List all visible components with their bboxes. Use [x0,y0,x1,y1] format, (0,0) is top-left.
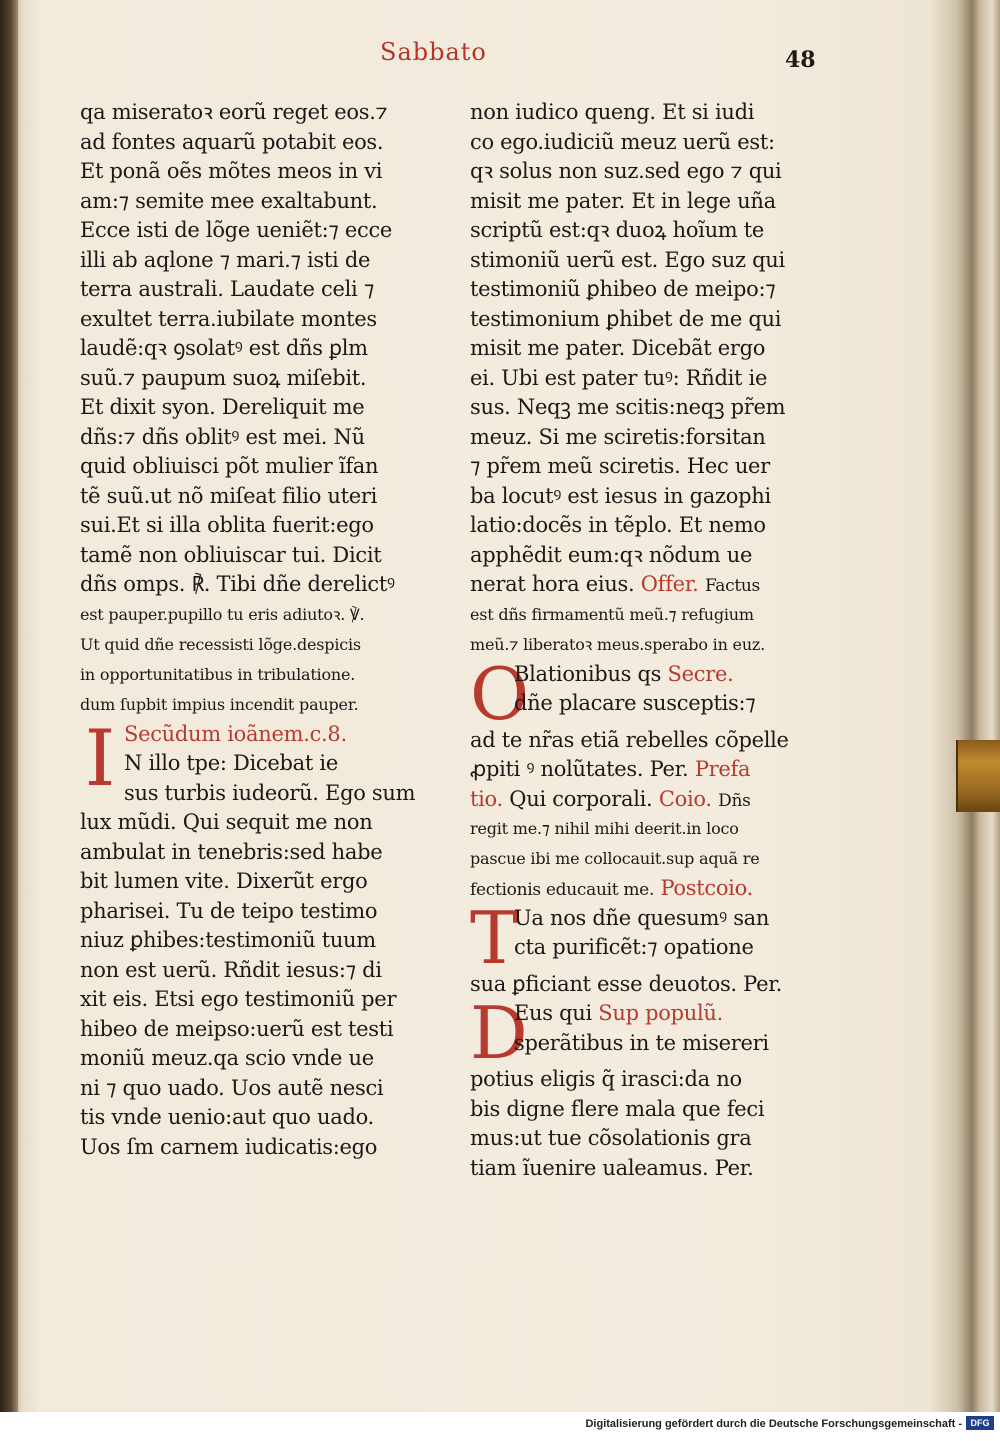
postcommunion-block [470,904,820,1000]
book-spine-edge [0,0,18,1412]
postcommunion-label: Postcoio. [660,876,753,900]
text-line: non est uerũ. Rñdit iesus:⁊ di [80,957,382,982]
dfg-logo: DFG [966,1416,994,1430]
super-populum-first-line [514,999,820,1029]
funding-credit: Digitalisierung gefördert durch die Deutsche Forschungsgemeinschaft - [585,1418,962,1430]
prefatio-incipit: Qui corporali. [509,786,653,811]
super-populum-text: Eus qui [514,1001,592,1025]
prefatio-label: Prefa [694,757,751,781]
text-line: ad fontes aquarũ potabit eos. [80,129,384,154]
postcommunion-heading-line [470,874,820,904]
text-line: bit lumen vite. Dixerũt ergo [80,869,368,893]
text-line: niuz ꝑhibes:testimoniũ tuum [80,928,376,952]
text-line: ⁊ pr̃em meũ sciretis. Hec uer [470,454,770,478]
prefatio-text: ꝓpiti ꝰ nolũtates. Per. [470,757,689,781]
offertory-text: nerat hora eius. [470,572,635,596]
text-line: ba locutꝰ est iesus in gazophi [470,483,771,508]
secret-block [470,660,820,904]
right-column [470,98,820,1183]
text-line: bis digne flere mala que feci [470,1096,765,1121]
super-populum-block [470,999,820,1183]
text-line: ei. Ubi est pater tuꝰ: Rñdit ie [470,365,768,390]
bookmark-tab [956,740,1000,812]
small-text-line: in opportunitatibus in tribulatione. [80,664,356,684]
text-line: quid obliuisci põt mulier ĩfan [80,454,379,478]
text-line: testimonium ꝑhibet de me qui [470,306,782,331]
communion-incipit: Dñs [718,790,751,811]
text-line: tamẽ non obliuiscar tui. Dicit [80,542,382,567]
text-line: mus:ut tue cõsolationis gra [470,1126,752,1150]
text-line: cta purificẽt:⁊ opatione [514,935,754,959]
text-line: tiam ĩuenire ualeamus. Per. [470,1155,754,1180]
text-line: non iudico queng. Et si iudi [470,100,755,124]
text-line: qꝛ solus non suz.sed ego ⁊ qui [470,159,782,183]
offertory-label: Offer. [640,572,699,596]
text-line: misit me pater. Dicebãt ergo [470,336,766,360]
text-line: moniũ meuz.qa scio vnde ue [80,1046,374,1070]
text-line: ni ⁊ quo uado. Uos autẽ nesci [80,1075,384,1100]
text-line: xit eis. Etsi ego testimoniũ per [80,987,397,1011]
red-initial-O: O [470,659,530,736]
text-line: misit me pater. Et in lege uña [470,188,776,213]
text-line: pharisei. Tu de teipo testimo [80,898,378,923]
small-text-line: est pauper.pupillo tu eris adiutoꝛ. ℣. [80,604,365,624]
text-line: co ego.iudiciũ meuz uerũ est: [470,129,775,154]
text-line: laudẽ:qꝛ ꝯsolatꝰ est dñs ꝑlm [80,336,368,360]
text-line: ambulat in tenebris:sed habe [80,839,383,864]
gospel-heading: Secũdum ioãnem.c.8. [124,721,347,746]
left-text-block-a [80,98,432,600]
text-line: sui.Et si illa oblita fuerit:ego [80,513,374,537]
text-line: testimoniũ ꝑhibeo de meipo:⁊ [470,277,776,301]
text-line: exultet terra.iubilate montes [80,306,377,331]
text-line: Ecce isti de lõge ueniẽt:⁊ ecce [80,218,393,242]
small-text-line: meũ.⁊ liberatoꝛ meus.sperabo in euz. [470,634,766,654]
text-line: dñe placare susceptis:⁊ [514,691,756,715]
text-line: Uos ſm carnem iudicatis:ego [80,1134,378,1159]
text-line: qa miseratoꝛ eorũ reget eos.⁊ [80,100,388,124]
text-line: apphẽdit eum:qꝛ nõdum ue [470,542,753,567]
text-line: meuz. Si me sciretis:forsitan [470,424,766,449]
text-line: dñs omps. ℟. Tibi dñe derelictꝰ [80,572,395,596]
offertory-text-small: Factus [704,576,760,596]
text-line: tis vnde uenio:aut quo uado. [80,1105,374,1129]
small-text-line: Ut quid dñe recessisti lõge.despicis [80,634,361,654]
text-line: illi ab aqlone ⁊ mari.⁊ isti de [80,247,371,272]
running-head: Sabbato [380,38,487,66]
text-line: Et ponã oẽs mõtes meos in vi [80,159,383,183]
small-text-line: est dñs firmamentũ meũ.⁊ refugium [470,604,754,624]
small-text-line: dum ſupbit impius incendit pauper. [80,694,359,714]
text-line: stimoniũ uerũ est. Ego suz qui [470,247,785,272]
text-line: lux mũdi. Qui sequit me non [80,810,373,834]
preface-communion-line [470,785,820,815]
secret-first-line [514,660,820,690]
text-line: hibeo de meipso:uerũ est testi [80,1016,394,1041]
text-line: sua ꝑficiant esse deuotos. Per. [470,971,783,996]
folio-number: 48 [785,47,816,73]
text-line: scriptũ est:qꝛ duoꝝ hoĩum te [470,218,765,242]
red-initial-D: D [470,999,528,1075]
text-line: sperãtibus in te misereri [514,1030,769,1055]
secret-text: Blationibus qs [514,661,662,686]
text-line: am:⁊ semite mee exaltabunt. [80,188,378,213]
offertory-line [470,570,820,600]
communion-end: fectionis educauit me. [470,880,655,900]
right-text-block-a [470,98,820,660]
super-populum-label: Sup populũ. [598,1001,723,1025]
text-line: suũ.⁊ paupum suoꝝ miſebit. [80,365,367,390]
small-text-line: pascue ibi me collocauit.sup aquã re [470,849,760,868]
prefatio-label-cont: tio. [470,786,503,811]
prefatio-line [470,755,820,785]
text-line: tẽ suũ.ut nõ miſeat filio uteri [80,483,378,508]
gradual-small-text [80,600,432,720]
red-initial-T: T [470,903,519,980]
text-line: dñs:⁊ dñs oblitꝰ est mei. Nũ [80,424,365,449]
left-column [80,98,432,1162]
secret-label: Secre. [667,661,734,686]
gospel-block [80,720,432,1163]
text-line: Ua nos dñe quesumꝰ san [514,905,770,930]
text-line: potius eligis q̃ irasci:da no [470,1067,742,1091]
text-line: Et dixit syon. Dereliquit me [80,395,365,419]
communion-label: Coio. [658,786,712,811]
text-line: terra australi. Laudate celi ⁊ [80,277,374,301]
small-text-line: regit me.⁊ nihil mihi deerit.in loco [470,819,739,838]
text-line: sus turbis iudeorũ. Ego sum [124,780,416,805]
text-line: N illo tpe: Dicebat ie [124,751,338,775]
text-line: sus. Neqꝫ me scitis:neqꝫ pr̃em [470,395,786,419]
text-line: latio:docẽs in tẽplo. Et nemo [470,513,766,537]
text-line: ad te nr̃as etiã rebelles cõpelle [470,727,789,752]
red-initial-I: I [84,719,116,804]
